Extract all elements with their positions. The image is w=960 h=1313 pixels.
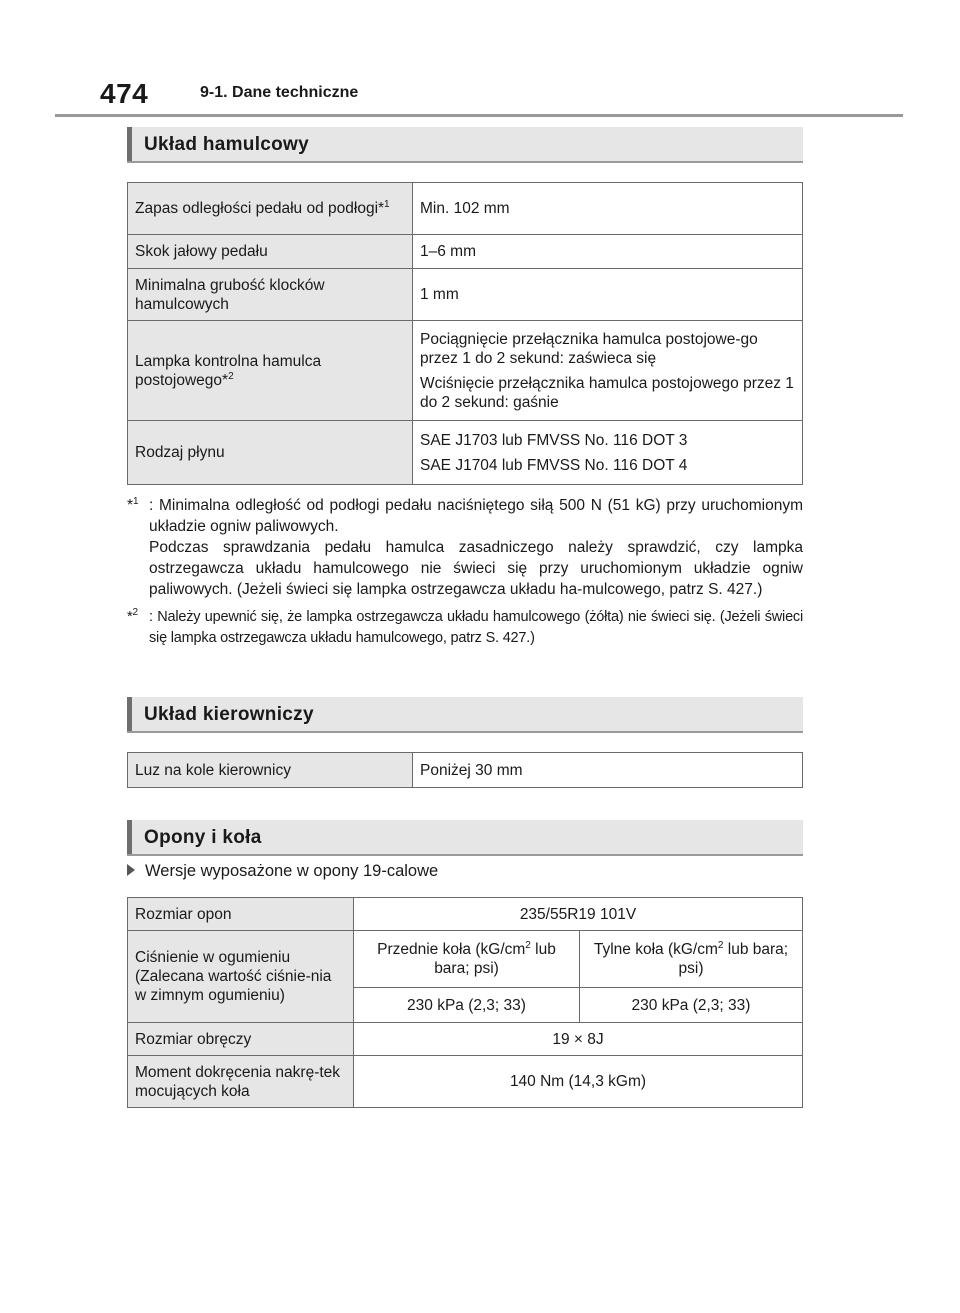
row-value: 235/55R19 101V xyxy=(354,898,803,931)
column-head-front: Przednie koła ($kG/cm^2$ lub bara; psi) xyxy=(354,931,580,988)
footnote-continuation: Podczas sprawdzania pedału hamulca zasadniczego należy sprawdzić, czy lampka ostrzegawcza układu hamulcowego nie świeci się przy uruchomionym układzie ogniw paliwowych. (Jeżeli świeci się lampka ostrzegawcza układu ha-mulcowego, patrz S. 427.) xyxy=(149,539,803,598)
section-heading-brakes xyxy=(127,127,803,163)
row-label: Zapas odległości pedału od podłogi*$^1$ xyxy=(128,183,413,235)
section-heading-tires xyxy=(127,820,803,856)
row-label: Luz na kole kierownicy xyxy=(128,753,413,788)
chapter-title: 9-1. Dane techniczne xyxy=(200,84,359,101)
section-title: Układ kierowniczy xyxy=(144,704,314,725)
header-divider xyxy=(55,114,903,117)
row-value: 1 mm xyxy=(413,269,803,321)
variant-text: Wersje wyposażone w opony 19-calowe xyxy=(145,862,439,880)
column-head-rear: Tylne koła ($kG/cm^2$ lub bara; psi) xyxy=(580,931,803,988)
value-line: SAE J1704 lub FMVSS No. 116 DOT 4 xyxy=(420,456,688,474)
section-title: Opony i koła xyxy=(144,827,262,848)
page-number: 474 xyxy=(100,78,149,109)
row-value: 1–6 mm xyxy=(413,235,803,269)
table-row xyxy=(128,898,803,931)
row-label: Lampka kontrolna hamulca postojowego*$^2$ xyxy=(128,321,413,421)
value-line: Pociągnięcie przełącznika hamulca postojowe-go przez 1 do 2 sekund: zaświeca się xyxy=(420,330,758,367)
row-value xyxy=(413,421,803,485)
footnote-1 xyxy=(127,495,803,600)
row-label: Rodzaj płynu xyxy=(128,421,413,485)
row-label: Moment dokręcenia nakrę-tek mocujących koła xyxy=(128,1056,354,1108)
table-row xyxy=(128,235,803,269)
section-accent xyxy=(127,697,132,731)
page-header xyxy=(100,78,900,116)
footnote-text: : Minimalna odległość od podłogi pedału naciśniętego siłą 500 N (51 kG) przy uruchomionym układzie ogniw paliwowych. xyxy=(149,497,803,535)
table-row xyxy=(128,931,803,988)
row-label: Minimalna grubość klocków hamulcowych xyxy=(128,269,413,321)
front-pressure-value: 230 kPa (2,3; 33) xyxy=(354,988,580,1023)
steering-spec-table xyxy=(127,752,803,788)
rear-pressure-value: 230 kPa (2,3; 33) xyxy=(580,988,803,1023)
section-heading-steering xyxy=(127,697,803,733)
row-value xyxy=(413,321,803,421)
table-row xyxy=(128,183,803,235)
tire-spec-table xyxy=(127,897,803,1108)
footnote-marker: *$^2$ xyxy=(127,607,138,625)
row-value: Poniżej 30 mm xyxy=(413,753,803,788)
row-value: Min. 102 mm xyxy=(413,183,803,235)
triangle-bullet-icon xyxy=(127,864,135,876)
table-row xyxy=(128,1023,803,1056)
row-label: Rozmiar opon xyxy=(128,898,354,931)
footnotes xyxy=(127,495,803,656)
row-label: Rozmiar obręczy xyxy=(128,1023,354,1056)
footnote-text: : Należy upewnić się, że lampka ostrzegawcza układu hamulcowego (żółta) nie świeci się. (Jeżeli świeci się lampka ostrzegawcza układu hamulcowego, patrz S. 427.) xyxy=(149,609,803,646)
variant-bullet xyxy=(127,862,438,881)
footnote-marker: *$^1$ xyxy=(127,495,139,514)
value-line: SAE J1703 lub FMVSS No. 116 DOT 3 xyxy=(420,431,688,449)
row-label: Skok jałowy pedału xyxy=(128,235,413,269)
section-accent xyxy=(127,127,132,161)
table-row xyxy=(128,321,803,421)
row-label: Ciśnienie w ogumieniu (Zalecana wartość ciśnie-nia w zimnym ogumieniu) xyxy=(128,931,354,1023)
row-value: 140 Nm (14,3 kGm) xyxy=(354,1056,803,1108)
brake-spec-table xyxy=(127,182,803,485)
section-accent xyxy=(127,820,132,854)
value-line: Wciśnięcie przełącznika hamulca postojowego przez 1 do 2 sekund: gaśnie xyxy=(420,374,794,411)
row-value: 19 × 8J xyxy=(354,1023,803,1056)
section-title: Układ hamulcowy xyxy=(144,134,309,155)
table-row xyxy=(128,269,803,321)
table-row xyxy=(128,1056,803,1108)
footnote-2 xyxy=(127,607,803,649)
table-row xyxy=(128,753,803,788)
table-row xyxy=(128,421,803,485)
